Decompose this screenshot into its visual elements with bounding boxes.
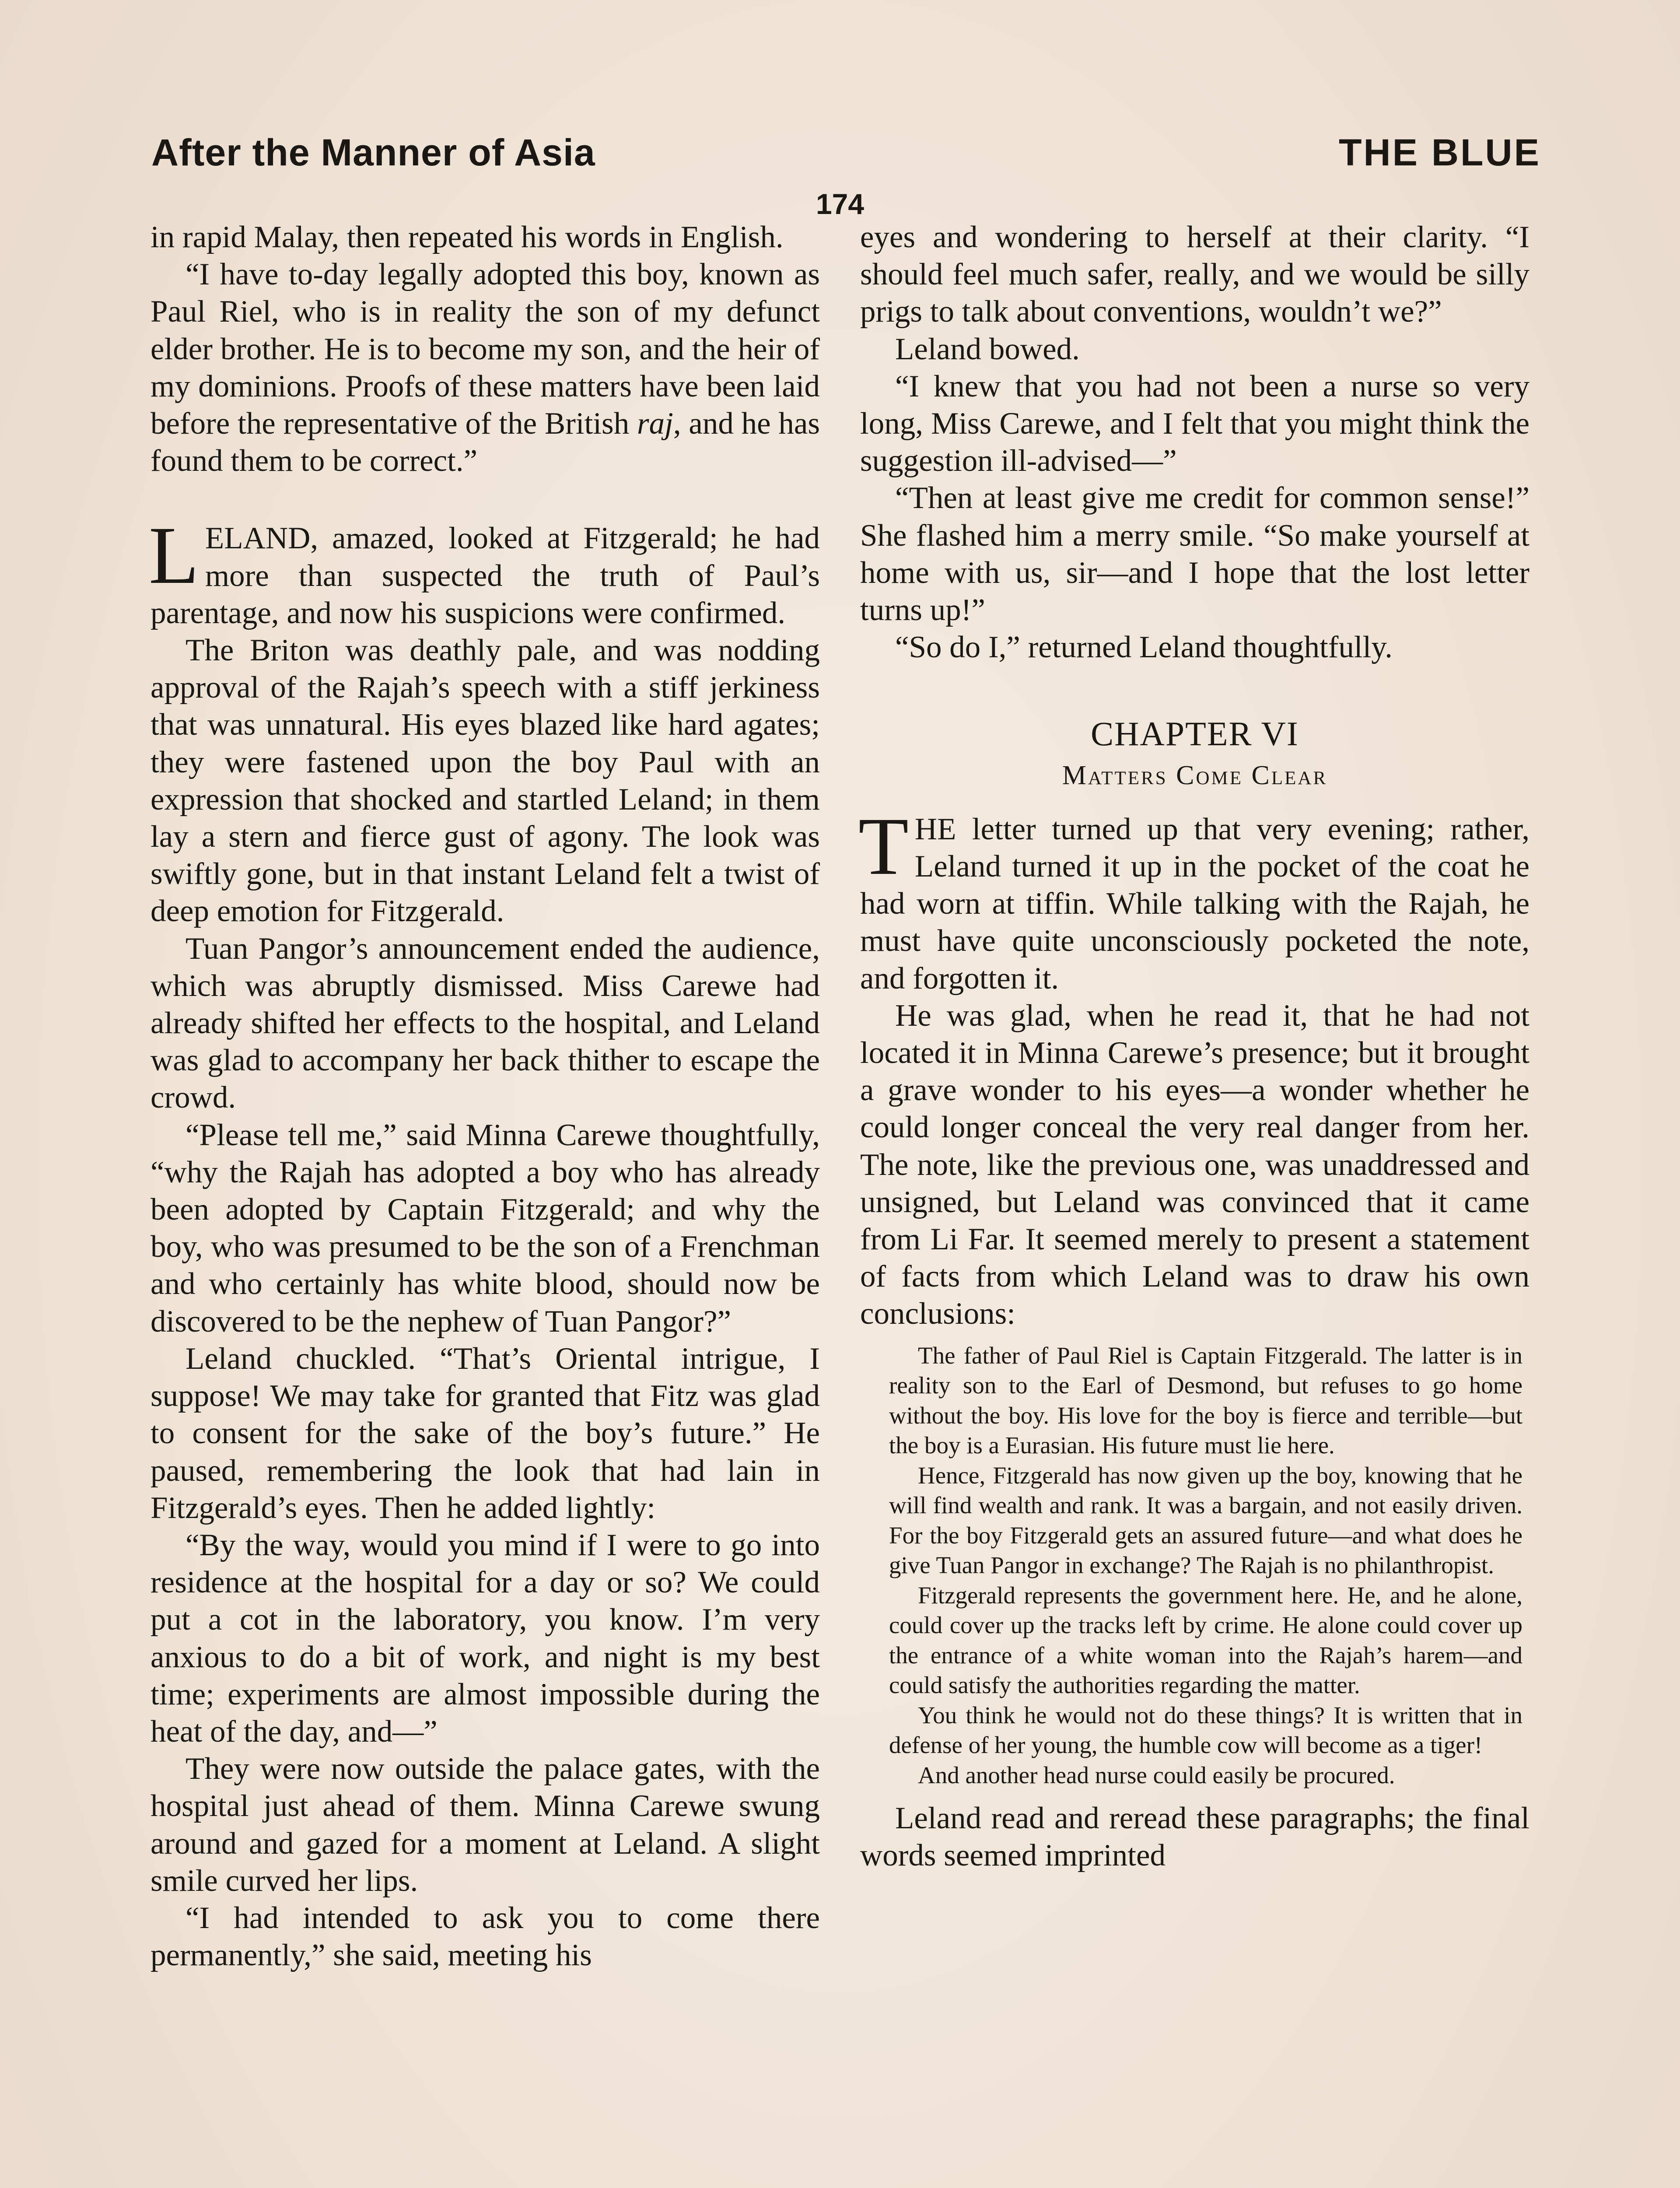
paragraph xyxy=(149,509,820,632)
note-paragraph: And another head nurse could easily be procured. xyxy=(918,1761,1395,1788)
note-paragraph: Fitzgerald represents the government here. He, and he alone, could cover up the tracks left by crime. He alone could cover up the entrance of a white woman into the Rajah’s harem—and could satisfy the authorities regarding the matter. xyxy=(889,1581,1522,1699)
paragraph-text: HE letter turned up that very evening; rather, Leland turned it up in the pocket of the coat he had worn at tiffin. While talking with the Rajah, he must have quite unconsciously pocketed the note, and forgotten it. xyxy=(860,812,1530,996)
paragraph-text: , and he has found them to be correct.” xyxy=(150,407,820,478)
italic-word: raj xyxy=(637,407,673,441)
paragraph: “So do I,” returned Leland thoughtfully. xyxy=(895,630,1393,665)
right-column xyxy=(860,219,1530,1875)
paragraph xyxy=(150,256,820,480)
paragraph: They were now outside the palace gates, with the hospital just ahead of them. Minna Carewe swung around and gazed for a moment at Leland. A slight smile curved her lips. xyxy=(150,1752,820,1898)
paragraph: He was glad, when he read it, that he had not located it in Minna Carewe’s presence; but it brought a grave wonder to his eyes—a wonder whether he could longer conceal the very real danger from her. The note, like the previous one, was unaddressed and unsigned, but Leland was convinced that it came from Li Far. It seemed merely to present a statement of facts from which Leland was to draw his own conclusions: xyxy=(860,998,1530,1331)
paragraph: eyes and wondering to herself at their clarity. “I should feel much safer, really, and we would be silly prigs to talk about conventions, wouldn’t we?” xyxy=(860,220,1530,329)
left-column xyxy=(150,219,820,1974)
page-number: 174 xyxy=(816,188,864,220)
paragraph: “I knew that you had not been a nurse so very long, Miss Carewe, and I felt that you might think the suggestion ill-advised—” xyxy=(860,369,1530,478)
chapter-title: CHAPTER VI xyxy=(1091,715,1299,753)
paragraph xyxy=(858,800,1530,997)
note-paragraph: Hence, Fitzgerald has now given up the boy, knowing that he will find wealth and rank. It was a bargain, and not easily driven. For the boy Fitzgerald gets an assured future—and what does he give Tuan Pangor in exchange? The Rajah is no philanthropist. xyxy=(889,1462,1522,1579)
paragraph-text: ELAND, amazed, looked at Fitzgerald; he had more than suspected the truth of Paul’s parentage, and now his suspicions were confirmed. xyxy=(150,521,820,630)
drop-cap: L xyxy=(149,509,199,601)
paragraph-text: “I have to-day legally adopted this boy, known as Paul Riel, who is in reality the son of my defunct elder brother. He is to become my son, and the heir of my dominions. Proofs of these matters have been laid before the representative of the British xyxy=(150,257,820,441)
paragraph: Leland bowed. xyxy=(895,332,1080,366)
quoted-note xyxy=(860,1341,1530,1791)
drop-cap: T xyxy=(858,800,909,892)
paragraph: Tuan Pangor’s announcement ended the audience, which was abruptly dismissed. Miss Carewe had already shifted her effects to the hospital, and Leland was glad to accompany her back thither to escape the crowd. xyxy=(150,931,820,1115)
paragraph: “I had intended to ask you to come there permanently,” she said, meeting his xyxy=(150,1900,820,1973)
chapter-subtitle: Matters Come Clear xyxy=(1062,760,1328,790)
note-paragraph: You think he would not do these things? It is written that in defense of her young, the humble cow will become as a tiger! xyxy=(889,1701,1522,1759)
paragraph: “Then at least give me credit for common sense!” She flashed him a merry smile. “So make yourself at home with us, sir—and I hope that the lost letter turns up!” xyxy=(860,481,1530,628)
paragraph: in rapid Malay, then repeated his words in English. xyxy=(150,220,784,254)
paragraph: The Briton was deathly pale, and was nodding approval of the Rajah’s speech with a stiff jerkiness that was unnatural. His eyes blazed like hard agates; they were fastened upon the boy Paul with an expression that shocked and startled Leland; in them lay a stern and fierce gust of agony. The look was swiftly gone, but in that instant Leland felt a twist of deep emotion for Fitzgerald. xyxy=(150,633,820,929)
paragraph: “By the way, would you mind if I were to go into residence at the hospital for a day or so? We could put a cot in the laboratory, you know. I’m very anxious to do a bit of work, and night is my best time; experiments are almost impossible during the heat of the day, and—” xyxy=(150,1528,820,1749)
paragraph: Leland chuckled. “That’s Oriental intrigue, I suppose! We may take for granted that Fitz was glad to consent for the sake of the boy’s future.” He paused, remembering the look that had lain in Fitzgerald’s eyes. Then he added lightly: xyxy=(150,1341,820,1525)
note-paragraph: The father of Paul Riel is Captain Fitzgerald. The latter is in reality son to the Earl of Desmond, but refuses to go home without the boy. His love for the boy is fierce and terrible—but the boy is a Eurasian. His future must lie here. xyxy=(889,1342,1522,1459)
paragraph: “Please tell me,” said Minna Carewe thoughtfully, “why the Rajah has adopted a boy who has already been adopted by Captain Fitzgerald; and why the boy, who was presumed to be the son of a Frenchman and who certainly has white blood, should now be discovered to be the nephew of Tuan Pangor?” xyxy=(150,1118,820,1339)
paragraph: Leland read and reread these paragraphs; the final words seemed imprinted xyxy=(860,1801,1530,1873)
running-title: After the Manner of Asia xyxy=(151,132,595,174)
magazine-title: THE BLUE xyxy=(1339,132,1541,174)
